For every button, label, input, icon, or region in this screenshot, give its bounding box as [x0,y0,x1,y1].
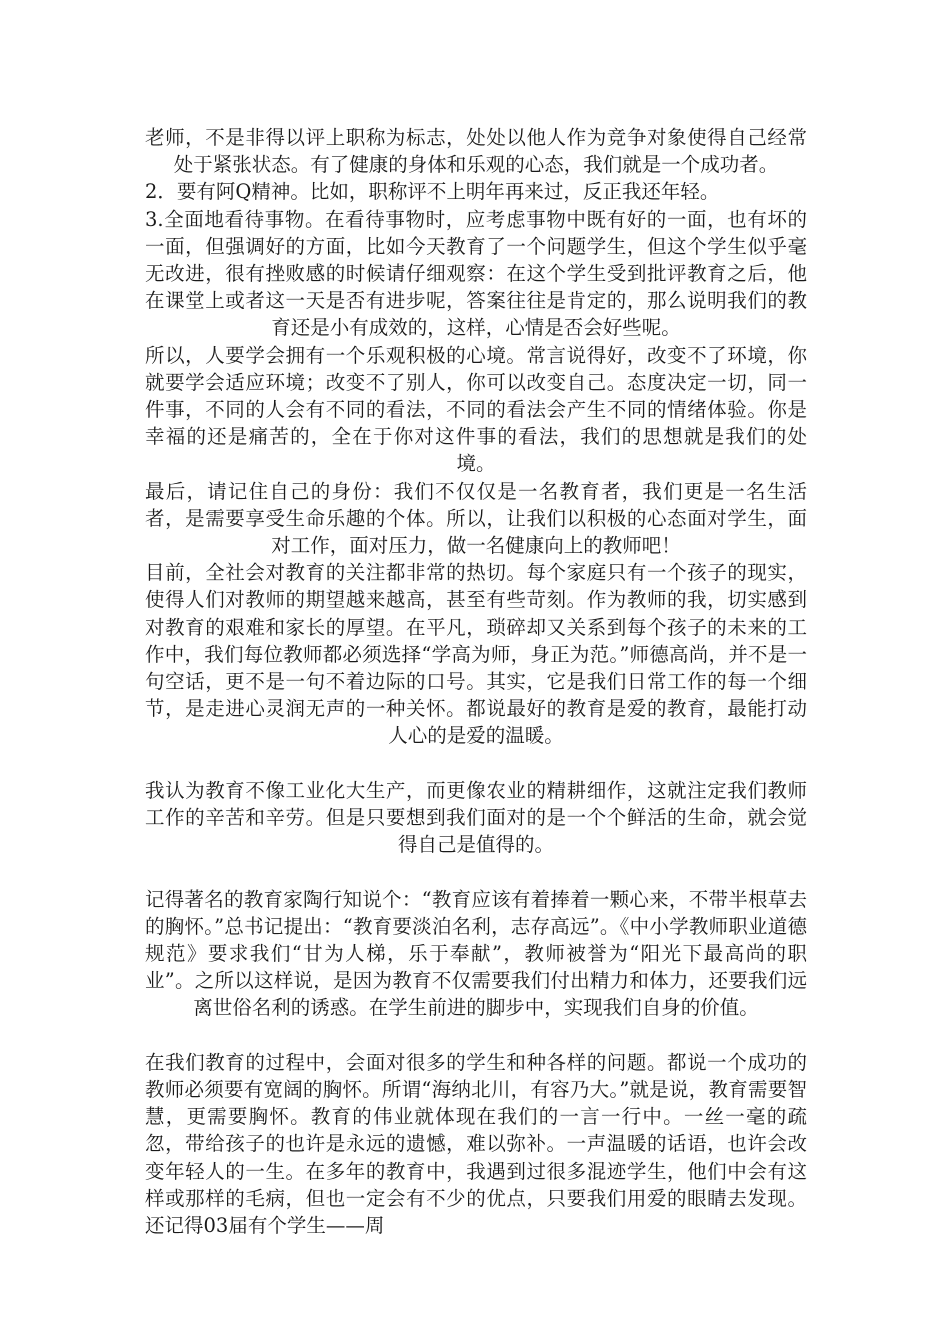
paragraph-spacer [145,750,807,777]
paragraph-spacer [145,858,807,885]
paragraph-5: 最后，请记住自己的身份：我们不仅仅是一名教育者，我们更是一名生活者，是需要享受生命乐趣的个体。所以，让我们以积极的心态面对学生，面对工作，面对压力，做一名健康向上的教师吧！ [145,479,807,558]
document-body [145,124,807,1239]
paragraph-4: 所以，人要学会拥有一个乐观积极的心境。常言说得好，改变不了环境，你就要学会适应环境；改变不了别人，你可以改变自己。态度决定一切，同一件事，不同的人会有不同的看法，不同的看法会产生不同的情绪体验。你是幸福的还是痛苦的，全在于你对这件事的看法，我们的思想就是我们的处境。 [145,343,807,476]
paragraph-spacer [145,1022,807,1049]
paragraph-2: 2．要有阿Q精神。比如，职称评不上明年再来过，反正我还年轻。 [145,180,720,204]
paragraph-6: 目前，全社会对教育的关注都非常的热切。每个家庭只有一个孩子的现实，使得人们对教师的期望越来越高，甚至有些苛刻。作为教师的我，切实感到对教育的艰难和家长的厚望。在平凡，琐碎却又关系到每个孩子的未来的工作中，我们每位教师都必须选择“学高为师，身正为范。”师德高尚，并不是一句空话，更不是一句不着边际的口号。其实，它是我们日常工作的每一个细节，是走进心灵润无声的一种关怀。都说最好的教育是爱的教育，最能打动人心的是爱的温暖。 [145,561,807,748]
paragraph-7: 我认为教育不像工业化大生产，而更像农业的精耕细作，这就注定我们教师工作的辛苦和辛劳。但是只要想到我们面对的是一个个鲜活的生命，就会觉得自己是值得的。 [145,778,807,857]
paragraph-8: 记得著名的教育家陶行知说个：“教育应该有着捧着一颗心来，不带半根草去的胸怀。”总书记提出：“教育要淡泊名利，志存高远”。《中小学教师职业道德规范》要求我们“甘为人梯，乐于奉献”，教师被誉为“阳光下最高尚的职业”。之所以这样说，是因为教育不仅需要我们付出精力和体力，还要我们远离世俗名利的诱惑。在学生前进的脚步中，实现我们自身的价值。 [145,887,807,1020]
paragraph-3: 3.全面地看待事物。在看待事物时，应考虑事物中既有好的一面，也有坏的一面，但强调好的方面，比如今天教育了一个问题学生，但这个学生似乎毫无改进，很有挫败感的时候请仔细观察：在这个学生受到批评教育之后，他在课堂上或者这一天是否有进步呢，答案往往是肯定的，那么说明我们的教育还是小有成效的，这样，心情是否会好些呢。 [145,207,807,340]
paragraph-1: 老师，不是非得以评上职称为标志，处处以他人作为竞争对象使得自己经常处于紧张状态。有了健康的身体和乐观的心态，我们就是一个成功者。 [145,126,807,177]
paragraph-9: 在我们教育的过程中，会面对很多的学生和种各样的问题。都说一个成功的教师必须要有宽阔的胸怀。所谓“海纳北川，有容乃大。”就是说，教育需要智慧，更需要胸怀。教育的伟业就体现在我们的一言一行中。一丝一毫的疏忽，带给孩子的也许是永远的遗憾，难以弥补。一声温暖的话语，也许会改变年轻人的一生。在多年的教育中，我遇到过很多混迹学生，他们中会有这样或那样的毛病，但也一定会有不少的优点，只要我们用爱的眼睛去发现。还记得03届有个学生——周 [145,1050,807,1238]
